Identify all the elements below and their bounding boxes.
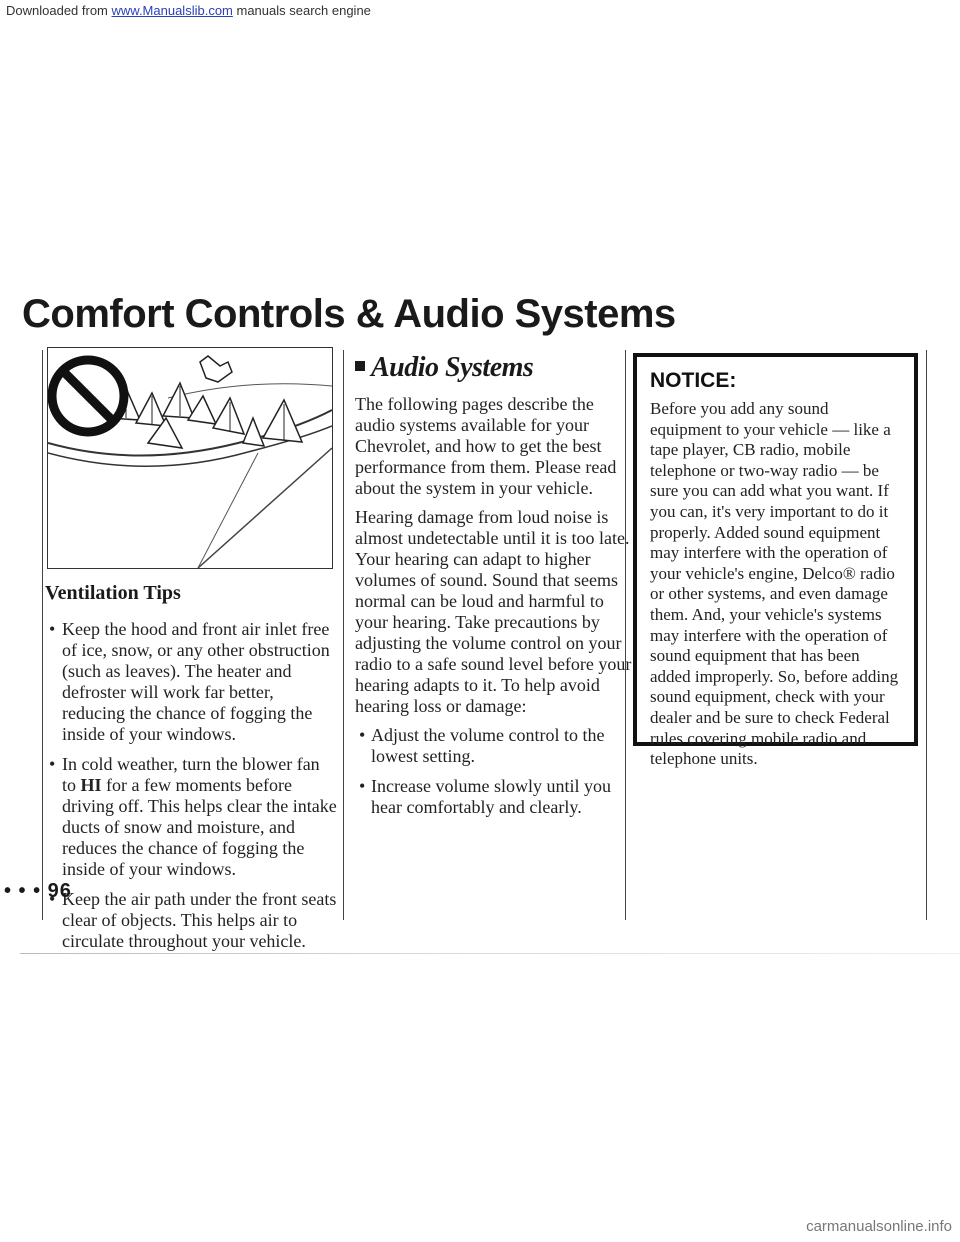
audio-systems-section [355, 352, 633, 827]
header-prefix: Downloaded from [6, 3, 112, 18]
header-suffix: manuals search engine [232, 3, 371, 18]
audio-systems-title-text: Audio Systems [371, 352, 534, 383]
ventilation-tip: • Keep the hood and front air inlet free of ice, snow, or any other obstruction (such as leaves). The heater and defroster will work far better, reducing the chance of fogging the inside of your windows. [45, 619, 337, 745]
column-divider-far-right [926, 350, 927, 920]
ventilation-tips-list [45, 619, 337, 952]
audio-paragraph: The following pages describe the audio systems available for your Chevrolet, and how to get the best performance from them. Please read about the system in your vehicle. [355, 394, 617, 498]
footer-divider [20, 953, 960, 954]
column-divider-middle [343, 350, 344, 920]
ventilation-illustration-svg [48, 348, 332, 568]
ventilation-tips-section [45, 582, 337, 961]
page-title: Comfort Controls & Audio Systems [22, 292, 676, 336]
ventilation-tips-title: Ventilation Tips [45, 582, 181, 604]
download-header-text [6, 0, 371, 22]
notice-title: NOTICE: [650, 369, 737, 392]
audio-systems-title [355, 352, 633, 384]
ventilation-tip: • In cold weather, turn the blower fan to HI for a few moments before driving off. This helps clear the intake ducts of snow and moisture, and reduces the chance of fogging the inside of your windows. [45, 754, 337, 880]
ventilation-illustration [47, 347, 333, 569]
square-bullet-icon [355, 361, 365, 371]
prohibition-icon [52, 360, 124, 432]
hand-pointer-icon [200, 356, 232, 382]
audio-paragraph: Hearing damage from loud noise is almost undetectable until it is too late. Your hearing can adapt to higher volumes of sound. Sound that seems normal can be loud and harmful to your hearing. Take precautions by adjusting the volume control on your radio to a safe sound level before your hearing adapts to it. To help avoid hearing loss or damage: [355, 507, 632, 716]
notice-body: Before you add any sound equipment to your vehicle — like a tape player, CB radio, mobile telephone or two-way radio — be sure you can add what you want. If you can, it's very important to do it properly. Added sound equipment may interfere with the operation of your vehicle's engine, Delco® radio or other systems, and even damage them. And, your vehicle's systems may interfere with the operation of sound equipment that has been added improperly. So, before adding sound equipment, check with your dealer and be sure to check Federal rules covering mobile radio and telephone units. [650, 399, 899, 769]
leaf-icon [108, 383, 302, 448]
manualslib-link[interactable]: www.Manualslib.com [111, 3, 233, 18]
watermark: carmanualsonline.info [806, 1218, 952, 1235]
page-number: • • • 96 [4, 880, 72, 902]
hearing-tip: • Adjust the volume control to the lowest setting. [355, 725, 633, 767]
hearing-tips-list [355, 725, 633, 818]
ventilation-tip: • Keep the air path under the front seats clear of objects. This helps air to circulate throughout your vehicle. [45, 889, 337, 952]
hearing-tip: • Increase volume slowly until you hear comfortably and clearly. [355, 776, 633, 818]
notice-box [633, 353, 918, 769]
column-divider-left [42, 350, 43, 920]
download-header [0, 0, 960, 22]
